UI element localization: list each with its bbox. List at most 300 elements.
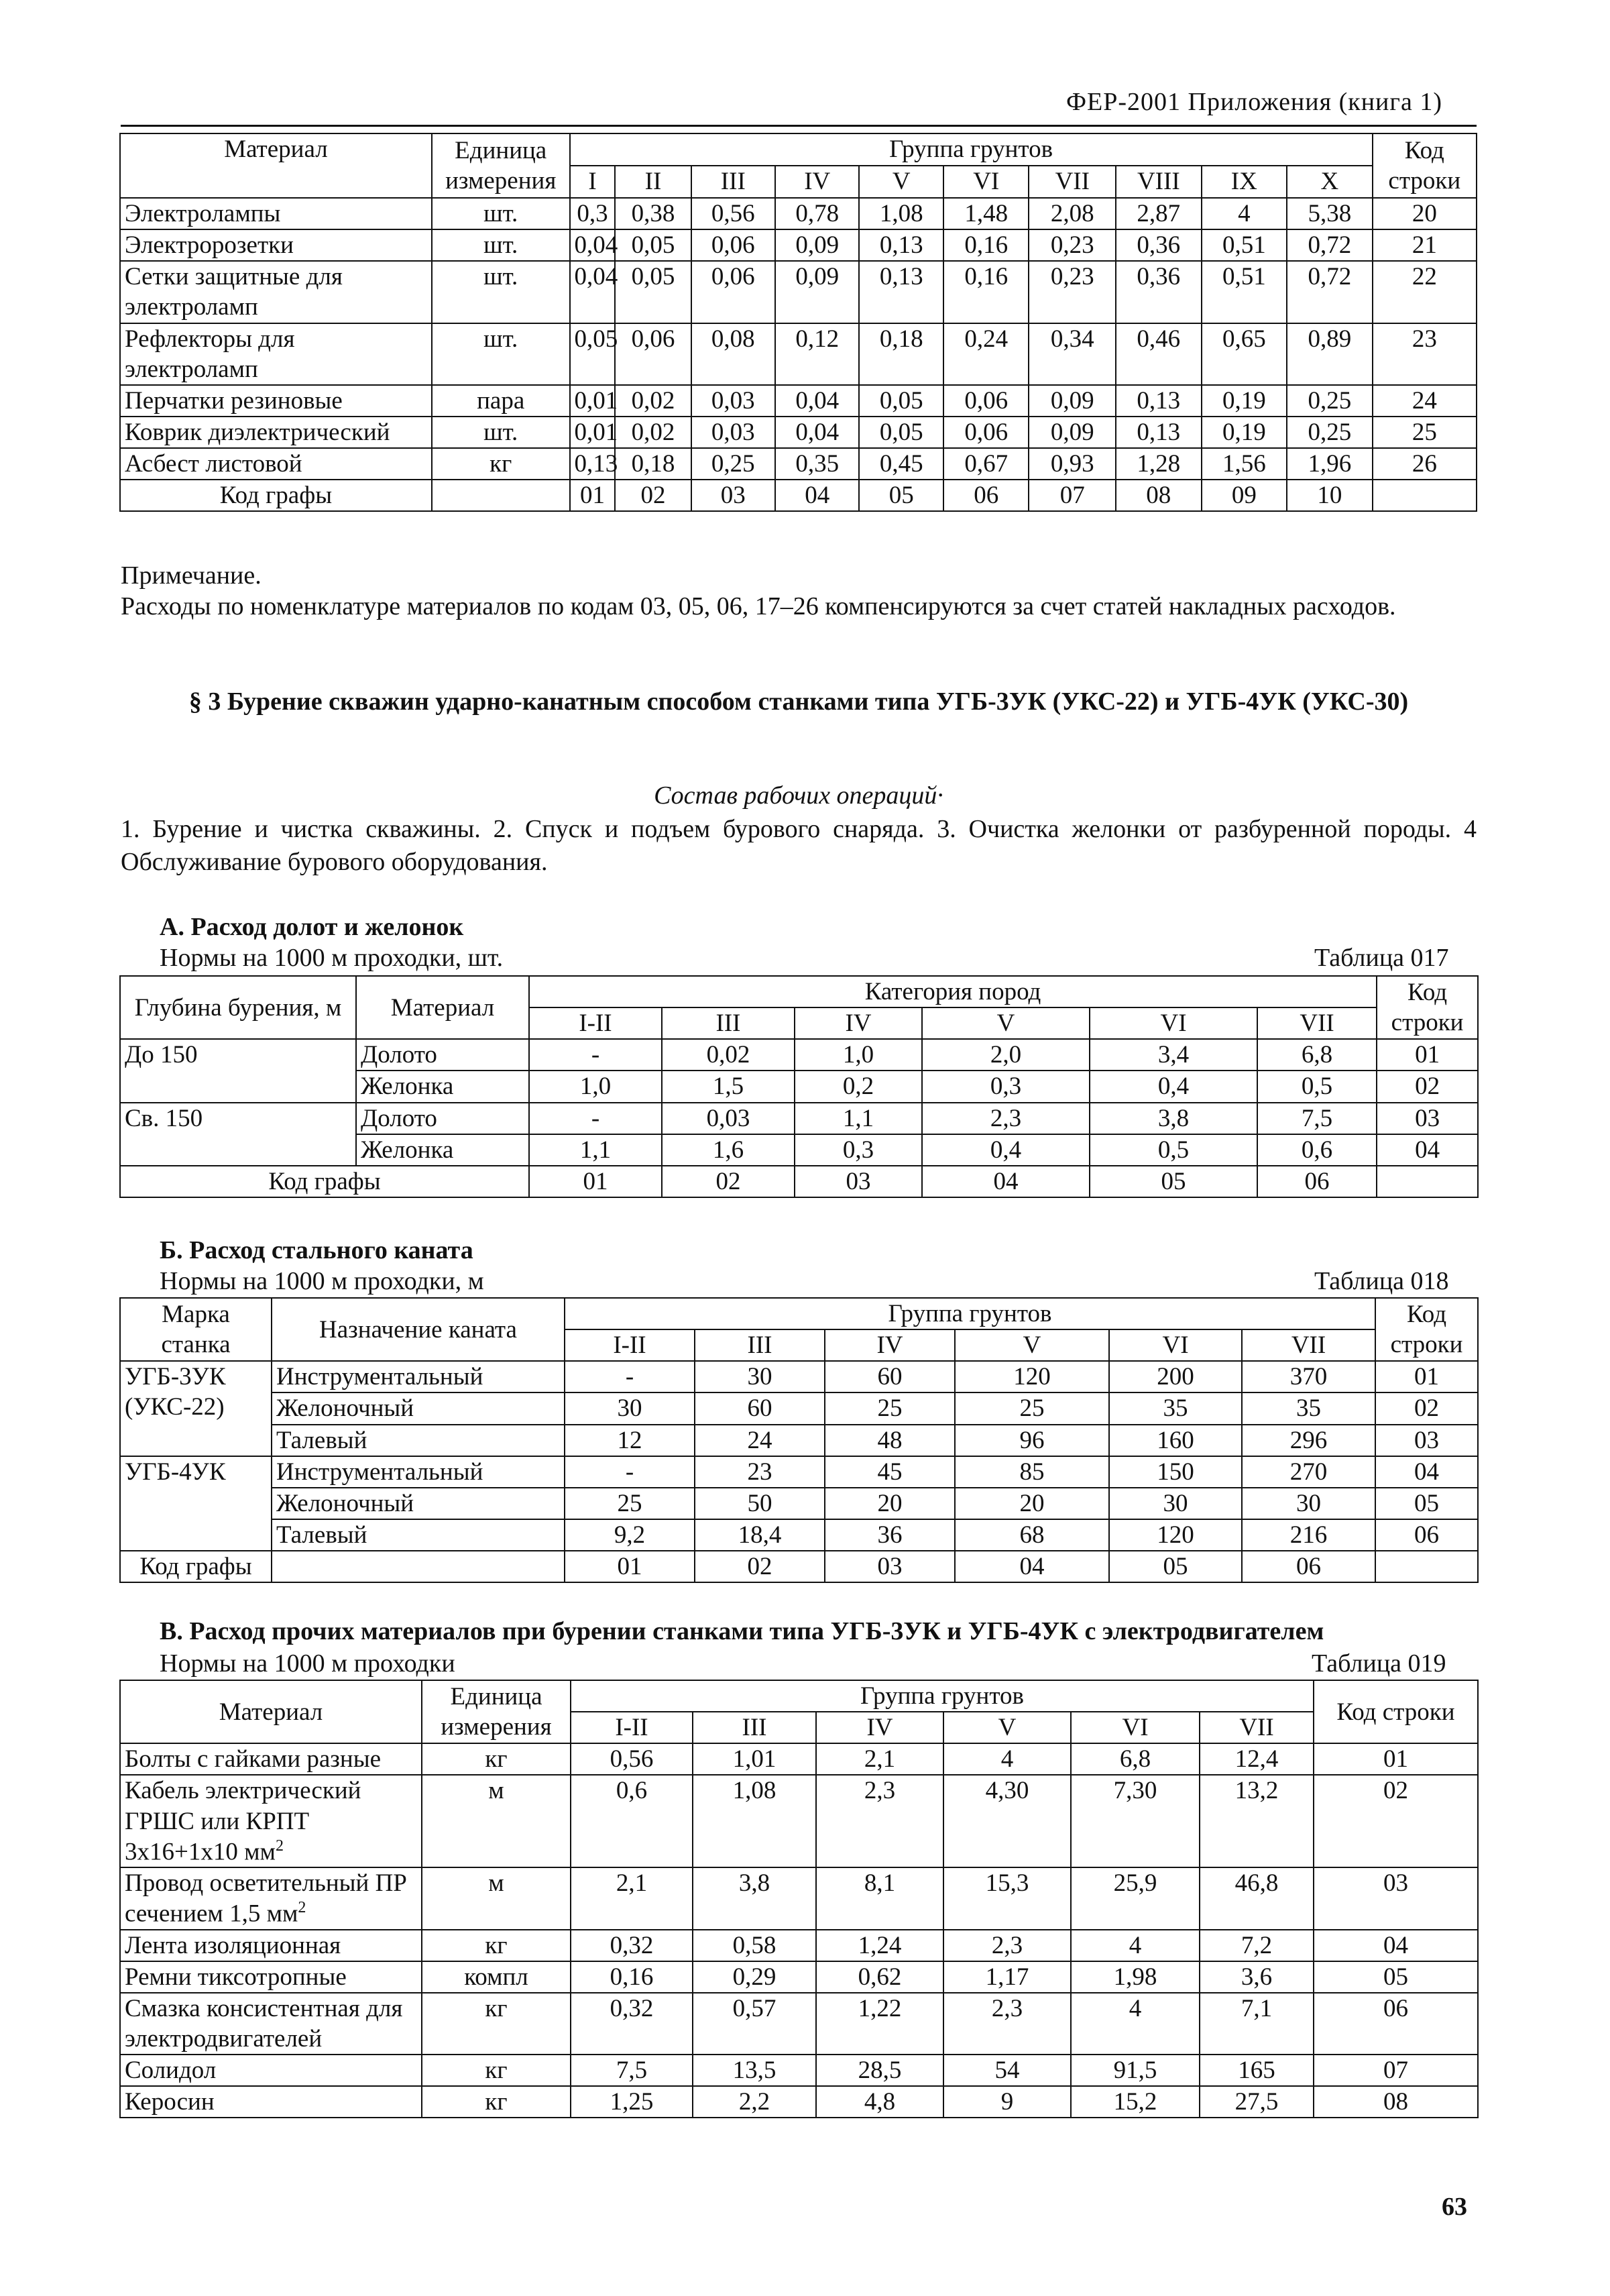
graph-code: 05 bbox=[1090, 1166, 1257, 1197]
value-cell: 1,98 bbox=[1071, 1961, 1200, 1993]
col-code-header: Код строки bbox=[1373, 133, 1477, 198]
material-name-cell bbox=[120, 1993, 422, 2055]
category-header: I-II bbox=[529, 1007, 662, 1039]
machine-mark-cell bbox=[120, 1361, 272, 1456]
unit-cell: шт. bbox=[432, 261, 570, 323]
value-cell: 0,09 bbox=[1029, 417, 1116, 448]
category-header: VI bbox=[1090, 1007, 1257, 1039]
group-header: X bbox=[1287, 166, 1373, 198]
value-cell: 1,6 bbox=[662, 1134, 795, 1166]
group-header: V bbox=[943, 1712, 1071, 1743]
row-code: 08 bbox=[1314, 2086, 1478, 2118]
graph-code-row bbox=[120, 1166, 1478, 1197]
value-cell: 1,0 bbox=[529, 1071, 662, 1102]
col-material-header: Материал bbox=[120, 1680, 422, 1743]
graph-code: 04 bbox=[775, 480, 859, 511]
value-cell: 2,3 bbox=[943, 1993, 1071, 2055]
row-code: 25 bbox=[1373, 417, 1477, 448]
col-unit-header: Единица измерения bbox=[422, 1680, 571, 1743]
group-header: VI bbox=[1071, 1712, 1200, 1743]
material-cell: Желонка bbox=[356, 1071, 529, 1102]
material-name: Электророзетки bbox=[120, 229, 432, 261]
value-cell: 25 bbox=[955, 1392, 1109, 1424]
group-header: VII bbox=[1242, 1329, 1375, 1361]
unit-cell: м bbox=[422, 1775, 571, 1867]
table-row bbox=[120, 323, 1477, 385]
graph-code: 07 bbox=[1029, 480, 1116, 511]
value-cell: 4,8 bbox=[816, 2086, 943, 2118]
empty-cell bbox=[1375, 1551, 1478, 1582]
value-cell: 20 bbox=[955, 1488, 1109, 1519]
row-code: 04 bbox=[1375, 1456, 1478, 1488]
value-cell: 1,0 bbox=[795, 1039, 922, 1071]
value-cell: 1,01 bbox=[693, 1743, 816, 1775]
col-depth-header: Глубина бурения, м bbox=[120, 976, 356, 1039]
value-cell: 0,05 bbox=[615, 229, 691, 261]
row-code: 24 bbox=[1373, 385, 1477, 417]
value-cell: 0,3 bbox=[570, 198, 616, 229]
graph-code-label: Код графы bbox=[120, 1551, 272, 1582]
value-cell: 150 bbox=[1109, 1456, 1242, 1488]
row-code: 26 bbox=[1373, 448, 1477, 480]
row-code: 23 bbox=[1373, 323, 1477, 385]
material-name: Солидол bbox=[125, 2057, 217, 2085]
row-code: 02 bbox=[1314, 1775, 1478, 1867]
value-cell: 0,51 bbox=[1202, 261, 1287, 323]
value-cell: 0,24 bbox=[943, 323, 1029, 385]
table-row bbox=[120, 1743, 1478, 1775]
material-name-cell bbox=[120, 1743, 422, 1775]
value-cell: 0,13 bbox=[859, 261, 943, 323]
material-name: Провод осветительный ПР сечением 1,5 мм bbox=[125, 1869, 407, 1928]
value-cell: 0,89 bbox=[1287, 323, 1373, 385]
value-cell: 18,4 bbox=[695, 1519, 825, 1551]
superscript: 2 bbox=[298, 1899, 306, 1917]
row-code: 05 bbox=[1314, 1961, 1478, 1993]
group-header: VI bbox=[943, 166, 1029, 198]
graph-code: 03 bbox=[691, 480, 775, 511]
value-cell: 0,04 bbox=[570, 229, 616, 261]
materials-table-continued bbox=[119, 133, 1477, 512]
purpose-cell: Инструментальный bbox=[272, 1456, 565, 1488]
value-cell: 30 bbox=[695, 1361, 825, 1392]
value-cell: 0,23 bbox=[1029, 229, 1116, 261]
value-cell: 2,3 bbox=[922, 1103, 1090, 1134]
value-cell: 0,4 bbox=[922, 1134, 1090, 1166]
value-cell: 0,06 bbox=[615, 323, 691, 385]
row-code: 21 bbox=[1373, 229, 1477, 261]
operations-text: 1. Бурение и чистка скважины. 2. Спуск и подъем бурового снаряда. 3. Очистка желонки от разбуренной породы. 4 Обслуживание бурового оборудования. bbox=[121, 815, 1477, 877]
table017-norms: Нормы на 1000 м проходки, шт. bbox=[160, 944, 504, 972]
value-cell: 0,38 bbox=[615, 198, 691, 229]
value-cell: 0,06 bbox=[943, 385, 1029, 417]
value-cell: 0,04 bbox=[570, 261, 616, 323]
row-code: 06 bbox=[1375, 1519, 1478, 1551]
value-cell: 0,56 bbox=[691, 198, 775, 229]
value-cell: 1,1 bbox=[529, 1134, 662, 1166]
group-header: IV bbox=[816, 1712, 943, 1743]
table-row bbox=[120, 2086, 1478, 2118]
group-header: I-II bbox=[565, 1329, 695, 1361]
value-cell: 1,22 bbox=[816, 1993, 943, 2055]
value-cell: 4,30 bbox=[943, 1775, 1071, 1867]
value-cell: 0,05 bbox=[859, 385, 943, 417]
value-cell: 0,13 bbox=[570, 448, 616, 480]
material-name: Коврик диэлектрический bbox=[120, 417, 432, 448]
value-cell: 13,2 bbox=[1200, 1775, 1314, 1867]
page-number: 63 bbox=[1442, 2193, 1467, 2221]
col-group-header: Группа грунтов bbox=[571, 1680, 1314, 1712]
value-cell: 0,06 bbox=[943, 417, 1029, 448]
value-cell: 0,4 bbox=[1090, 1071, 1257, 1102]
row-code: 01 bbox=[1314, 1743, 1478, 1775]
value-cell: 120 bbox=[1109, 1519, 1242, 1551]
row-code: 01 bbox=[1375, 1361, 1478, 1392]
value-cell: 0,25 bbox=[691, 448, 775, 480]
value-cell: 0,09 bbox=[1029, 385, 1116, 417]
value-cell: - bbox=[565, 1361, 695, 1392]
unit-cell: кг bbox=[422, 2086, 571, 2118]
value-cell: 9,2 bbox=[565, 1519, 695, 1551]
value-cell: 4 bbox=[1071, 1993, 1200, 2055]
col-code-header: Код строки bbox=[1377, 976, 1478, 1039]
group-header: V bbox=[955, 1329, 1109, 1361]
purpose-cell: Талевый bbox=[272, 1425, 565, 1456]
note-text: Расходы по номенклатуре материалов по кодам 03, 05, 06, 17–26 компенсируются за счет статей накладных расходов. bbox=[121, 592, 1396, 620]
table017-label: Таблица 017 bbox=[1314, 944, 1449, 972]
value-cell: - bbox=[565, 1456, 695, 1488]
material-name: Рефлекторы для электроламп bbox=[120, 323, 432, 385]
value-cell: 30 bbox=[1242, 1488, 1375, 1519]
material-name-cell bbox=[120, 1961, 422, 1993]
value-cell: 0,78 bbox=[775, 198, 859, 229]
value-cell: 0,04 bbox=[775, 385, 859, 417]
purpose-cell: Инструментальный bbox=[272, 1361, 565, 1392]
value-cell: 0,05 bbox=[859, 417, 943, 448]
value-cell: 15,2 bbox=[1071, 2086, 1200, 2118]
value-cell: 160 bbox=[1109, 1425, 1242, 1456]
material-name-cell bbox=[120, 1775, 422, 1867]
value-cell: 7,5 bbox=[571, 2055, 693, 2086]
value-cell: 0,2 bbox=[795, 1071, 922, 1102]
value-cell: 0,19 bbox=[1202, 417, 1287, 448]
table-row bbox=[120, 1961, 1478, 1993]
value-cell: 13,5 bbox=[693, 2055, 816, 2086]
material-name: Перчатки резиновые bbox=[120, 385, 432, 417]
unit-cell: кг bbox=[432, 448, 570, 480]
table-row bbox=[120, 1361, 1478, 1392]
graph-code: 01 bbox=[570, 480, 616, 511]
value-cell: 54 bbox=[943, 2055, 1071, 2086]
table017-title: А. Расход долот и желонок bbox=[160, 913, 464, 941]
graph-code: 02 bbox=[662, 1166, 795, 1197]
col-code-header: Код строки bbox=[1375, 1298, 1478, 1361]
row-code: 03 bbox=[1377, 1103, 1478, 1134]
superscript: 2 bbox=[275, 1837, 284, 1855]
empty-cell bbox=[272, 1551, 565, 1582]
value-cell: 2,1 bbox=[816, 1743, 943, 1775]
table-row bbox=[120, 1488, 1478, 1519]
value-cell: 2,3 bbox=[816, 1775, 943, 1867]
value-cell: 68 bbox=[955, 1519, 1109, 1551]
group-header: I-II bbox=[571, 1712, 693, 1743]
group-header: III bbox=[693, 1712, 816, 1743]
group-header: VII bbox=[1029, 166, 1116, 198]
value-cell: 0,6 bbox=[571, 1775, 693, 1867]
graph-code: 05 bbox=[1109, 1551, 1242, 1582]
value-cell: 23 bbox=[695, 1456, 825, 1488]
value-cell: 96 bbox=[955, 1425, 1109, 1456]
unit-cell: кг bbox=[422, 2055, 571, 2086]
table-row bbox=[120, 1930, 1478, 1961]
table018-norms: Нормы на 1000 м проходки, м bbox=[160, 1267, 484, 1295]
value-cell: 370 bbox=[1242, 1361, 1375, 1392]
value-cell: 1,56 bbox=[1202, 448, 1287, 480]
value-cell: 1,17 bbox=[943, 1961, 1071, 1993]
col-group-header: Группа грунтов bbox=[565, 1298, 1375, 1329]
table-row bbox=[120, 1103, 1478, 1134]
value-cell: 0,35 bbox=[775, 448, 859, 480]
graph-code: 01 bbox=[565, 1551, 695, 1582]
value-cell: 0,19 bbox=[1202, 385, 1287, 417]
col-unit-header: Единица измерения bbox=[432, 133, 570, 198]
value-cell: 0,45 bbox=[859, 448, 943, 480]
value-cell: 0,16 bbox=[943, 261, 1029, 323]
group-header: VIII bbox=[1116, 166, 1202, 198]
table-row bbox=[120, 198, 1477, 229]
material-name: Болты с гайками разные bbox=[125, 1745, 381, 1773]
col-material-header: Материал bbox=[356, 976, 529, 1039]
material-name: Асбест листовой bbox=[120, 448, 432, 480]
value-cell: 0,29 bbox=[693, 1961, 816, 1993]
machine-mark: УГБ-3УК bbox=[125, 1363, 226, 1391]
table-018 bbox=[119, 1297, 1479, 1583]
purpose-cell: Желоночный bbox=[272, 1488, 565, 1519]
unit-cell: шт. bbox=[432, 417, 570, 448]
graph-code-row bbox=[120, 1551, 1478, 1582]
value-cell: 0,93 bbox=[1029, 448, 1116, 480]
group-header: VI bbox=[1109, 1329, 1242, 1361]
graph-code: 06 bbox=[1242, 1551, 1375, 1582]
value-cell: 0,5 bbox=[1257, 1071, 1377, 1102]
table-row bbox=[120, 1039, 1478, 1071]
value-cell: 1,25 bbox=[571, 2086, 693, 2118]
value-cell: 1,1 bbox=[795, 1103, 922, 1134]
col-mark-header: Марка станка bbox=[161, 1301, 231, 1359]
value-cell: 0,51 bbox=[1202, 229, 1287, 261]
graph-code: 09 bbox=[1202, 480, 1287, 511]
graph-code: 05 bbox=[859, 480, 943, 511]
table-019 bbox=[119, 1680, 1479, 2118]
graph-code: 02 bbox=[695, 1551, 825, 1582]
table-row bbox=[120, 1775, 1478, 1867]
unit-cell: шт. bbox=[432, 323, 570, 385]
value-cell: 30 bbox=[565, 1392, 695, 1424]
material-name-cell bbox=[120, 1867, 422, 1930]
value-cell: 1,08 bbox=[693, 1775, 816, 1867]
group-header: IV bbox=[825, 1329, 955, 1361]
value-cell: 0,02 bbox=[615, 417, 691, 448]
row-code: 04 bbox=[1314, 1930, 1478, 1961]
table-017 bbox=[119, 975, 1479, 1198]
value-cell: 1,08 bbox=[859, 198, 943, 229]
value-cell: 60 bbox=[825, 1361, 955, 1392]
value-cell: 0,01 bbox=[570, 417, 616, 448]
graph-code: 10 bbox=[1287, 480, 1373, 511]
value-cell: 6,8 bbox=[1257, 1039, 1377, 1071]
empty-cell bbox=[1373, 480, 1477, 511]
note-title: Примечание. bbox=[121, 561, 262, 590]
graph-code: 03 bbox=[825, 1551, 955, 1582]
value-cell: 3,8 bbox=[1090, 1103, 1257, 1134]
col-group-header: Группа грунтов bbox=[570, 133, 1373, 166]
group-header: III bbox=[695, 1329, 825, 1361]
value-cell: 0,06 bbox=[691, 261, 775, 323]
value-cell: 0,12 bbox=[775, 323, 859, 385]
value-cell: 4 bbox=[1202, 198, 1287, 229]
value-cell: 1,28 bbox=[1116, 448, 1202, 480]
value-cell: 5,38 bbox=[1287, 198, 1373, 229]
value-cell: 0,02 bbox=[615, 385, 691, 417]
value-cell: 1,96 bbox=[1287, 448, 1373, 480]
value-cell: 0,03 bbox=[662, 1103, 795, 1134]
value-cell: 0,3 bbox=[922, 1071, 1090, 1102]
value-cell: 165 bbox=[1200, 2055, 1314, 2086]
table-row bbox=[120, 229, 1477, 261]
unit-cell: кг bbox=[422, 1993, 571, 2055]
value-cell: 0,72 bbox=[1287, 229, 1373, 261]
value-cell: 0,05 bbox=[570, 323, 616, 385]
row-code: 05 bbox=[1375, 1488, 1478, 1519]
value-cell: 0,67 bbox=[943, 448, 1029, 480]
value-cell: 0,25 bbox=[1287, 417, 1373, 448]
value-cell: 0,36 bbox=[1116, 229, 1202, 261]
category-header: VII bbox=[1257, 1007, 1377, 1039]
empty-cell bbox=[432, 480, 570, 511]
value-cell: 0,13 bbox=[1116, 385, 1202, 417]
table-row bbox=[120, 1392, 1478, 1424]
value-cell: 296 bbox=[1242, 1425, 1375, 1456]
graph-code: 01 bbox=[529, 1166, 662, 1197]
value-cell: 0,06 bbox=[691, 229, 775, 261]
graph-code: 04 bbox=[922, 1166, 1090, 1197]
value-cell: 0,6 bbox=[1257, 1134, 1377, 1166]
machine-mark: УГБ-4УК bbox=[120, 1456, 272, 1551]
value-cell: 85 bbox=[955, 1456, 1109, 1488]
row-code: 07 bbox=[1314, 2055, 1478, 2086]
group-header: IV bbox=[775, 166, 859, 198]
table-row bbox=[120, 1456, 1478, 1488]
value-cell: 24 bbox=[695, 1425, 825, 1456]
purpose-cell: Талевый bbox=[272, 1519, 565, 1551]
col-mark-header-top bbox=[120, 1298, 272, 1361]
category-header: III bbox=[662, 1007, 795, 1039]
value-cell: 0,16 bbox=[571, 1961, 693, 1993]
value-cell: 200 bbox=[1109, 1361, 1242, 1392]
purpose-cell: Желоночный bbox=[272, 1392, 565, 1424]
value-cell: 25 bbox=[825, 1392, 955, 1424]
table019-label: Таблица 019 bbox=[1312, 1649, 1446, 1678]
value-cell: 270 bbox=[1242, 1456, 1375, 1488]
value-cell: 12,4 bbox=[1200, 1743, 1314, 1775]
unit-cell: шт. bbox=[432, 198, 570, 229]
table018-title: Б. Расход стального каната bbox=[160, 1236, 473, 1264]
col-material-header: Материал bbox=[120, 133, 432, 198]
value-cell: 25,9 bbox=[1071, 1867, 1200, 1930]
material-name-cell bbox=[120, 1930, 422, 1961]
value-cell: 30 bbox=[1109, 1488, 1242, 1519]
header-rule bbox=[121, 125, 1477, 127]
value-cell: 1,24 bbox=[816, 1930, 943, 1961]
empty-cell bbox=[1377, 1166, 1478, 1197]
group-header: IX bbox=[1202, 166, 1287, 198]
value-cell: 2,87 bbox=[1116, 198, 1202, 229]
graph-code: 03 bbox=[795, 1166, 922, 1197]
table-row bbox=[120, 1425, 1478, 1456]
row-code: 03 bbox=[1314, 1867, 1478, 1930]
value-cell: 0,01 bbox=[570, 385, 616, 417]
material-name: Керосин bbox=[125, 2088, 215, 2116]
group-header: III bbox=[691, 166, 775, 198]
value-cell: 28,5 bbox=[816, 2055, 943, 2086]
section-title: § 3 Бурение скважин ударно-канатным способом станками типа УГБ-3УК (УКС-22) и УГБ-4УК (УКС-30) bbox=[188, 688, 1409, 716]
value-cell: 0,18 bbox=[859, 323, 943, 385]
group-header: II bbox=[615, 166, 691, 198]
value-cell: 0,04 bbox=[775, 417, 859, 448]
value-cell: 0,03 bbox=[691, 385, 775, 417]
value-cell: 12 bbox=[565, 1425, 695, 1456]
value-cell: 0,56 bbox=[571, 1743, 693, 1775]
value-cell: 0,58 bbox=[693, 1930, 816, 1961]
table018-label: Таблица 018 bbox=[1314, 1267, 1449, 1295]
row-code: 20 bbox=[1373, 198, 1477, 229]
value-cell: 2,2 bbox=[693, 2086, 816, 2118]
graph-code: 04 bbox=[955, 1551, 1109, 1582]
page-header: ФЕР-2001 Приложения (книга 1) bbox=[1066, 88, 1442, 116]
material-name: Лента изоляционная bbox=[125, 1931, 341, 1959]
value-cell: 0,34 bbox=[1029, 323, 1116, 385]
value-cell: 2,1 bbox=[571, 1867, 693, 1930]
graph-code: 06 bbox=[943, 480, 1029, 511]
unit-cell: пара bbox=[432, 385, 570, 417]
table-row bbox=[120, 385, 1477, 417]
value-cell: 50 bbox=[695, 1488, 825, 1519]
material-cell: Желонка bbox=[356, 1134, 529, 1166]
value-cell: 3,8 bbox=[693, 1867, 816, 1930]
value-cell: 1,5 bbox=[662, 1071, 795, 1102]
value-cell: 0,3 bbox=[795, 1134, 922, 1166]
material-name: Ремни тиксотропные bbox=[125, 1963, 347, 1991]
value-cell: 35 bbox=[1242, 1392, 1375, 1424]
row-code: 02 bbox=[1377, 1071, 1478, 1102]
value-cell: 6,8 bbox=[1071, 1743, 1200, 1775]
row-code: 04 bbox=[1377, 1134, 1478, 1166]
graph-code: 08 bbox=[1116, 480, 1202, 511]
value-cell: 0,25 bbox=[1287, 385, 1373, 417]
value-cell: 0,16 bbox=[943, 229, 1029, 261]
graph-code: 02 bbox=[615, 480, 691, 511]
value-cell: 0,13 bbox=[859, 229, 943, 261]
material-name: Кабель электрический ГРШС или КРПТ 3х16+1х10 мм bbox=[125, 1777, 361, 1865]
row-code: 06 bbox=[1314, 1993, 1478, 2055]
value-cell: - bbox=[529, 1039, 662, 1071]
value-cell: 91,5 bbox=[1071, 2055, 1200, 2086]
value-cell: 2,0 bbox=[922, 1039, 1090, 1071]
value-cell: 0,02 bbox=[662, 1039, 795, 1071]
table-row bbox=[120, 2055, 1478, 2086]
value-cell: 0,32 bbox=[571, 1993, 693, 2055]
value-cell: 0,03 bbox=[691, 417, 775, 448]
